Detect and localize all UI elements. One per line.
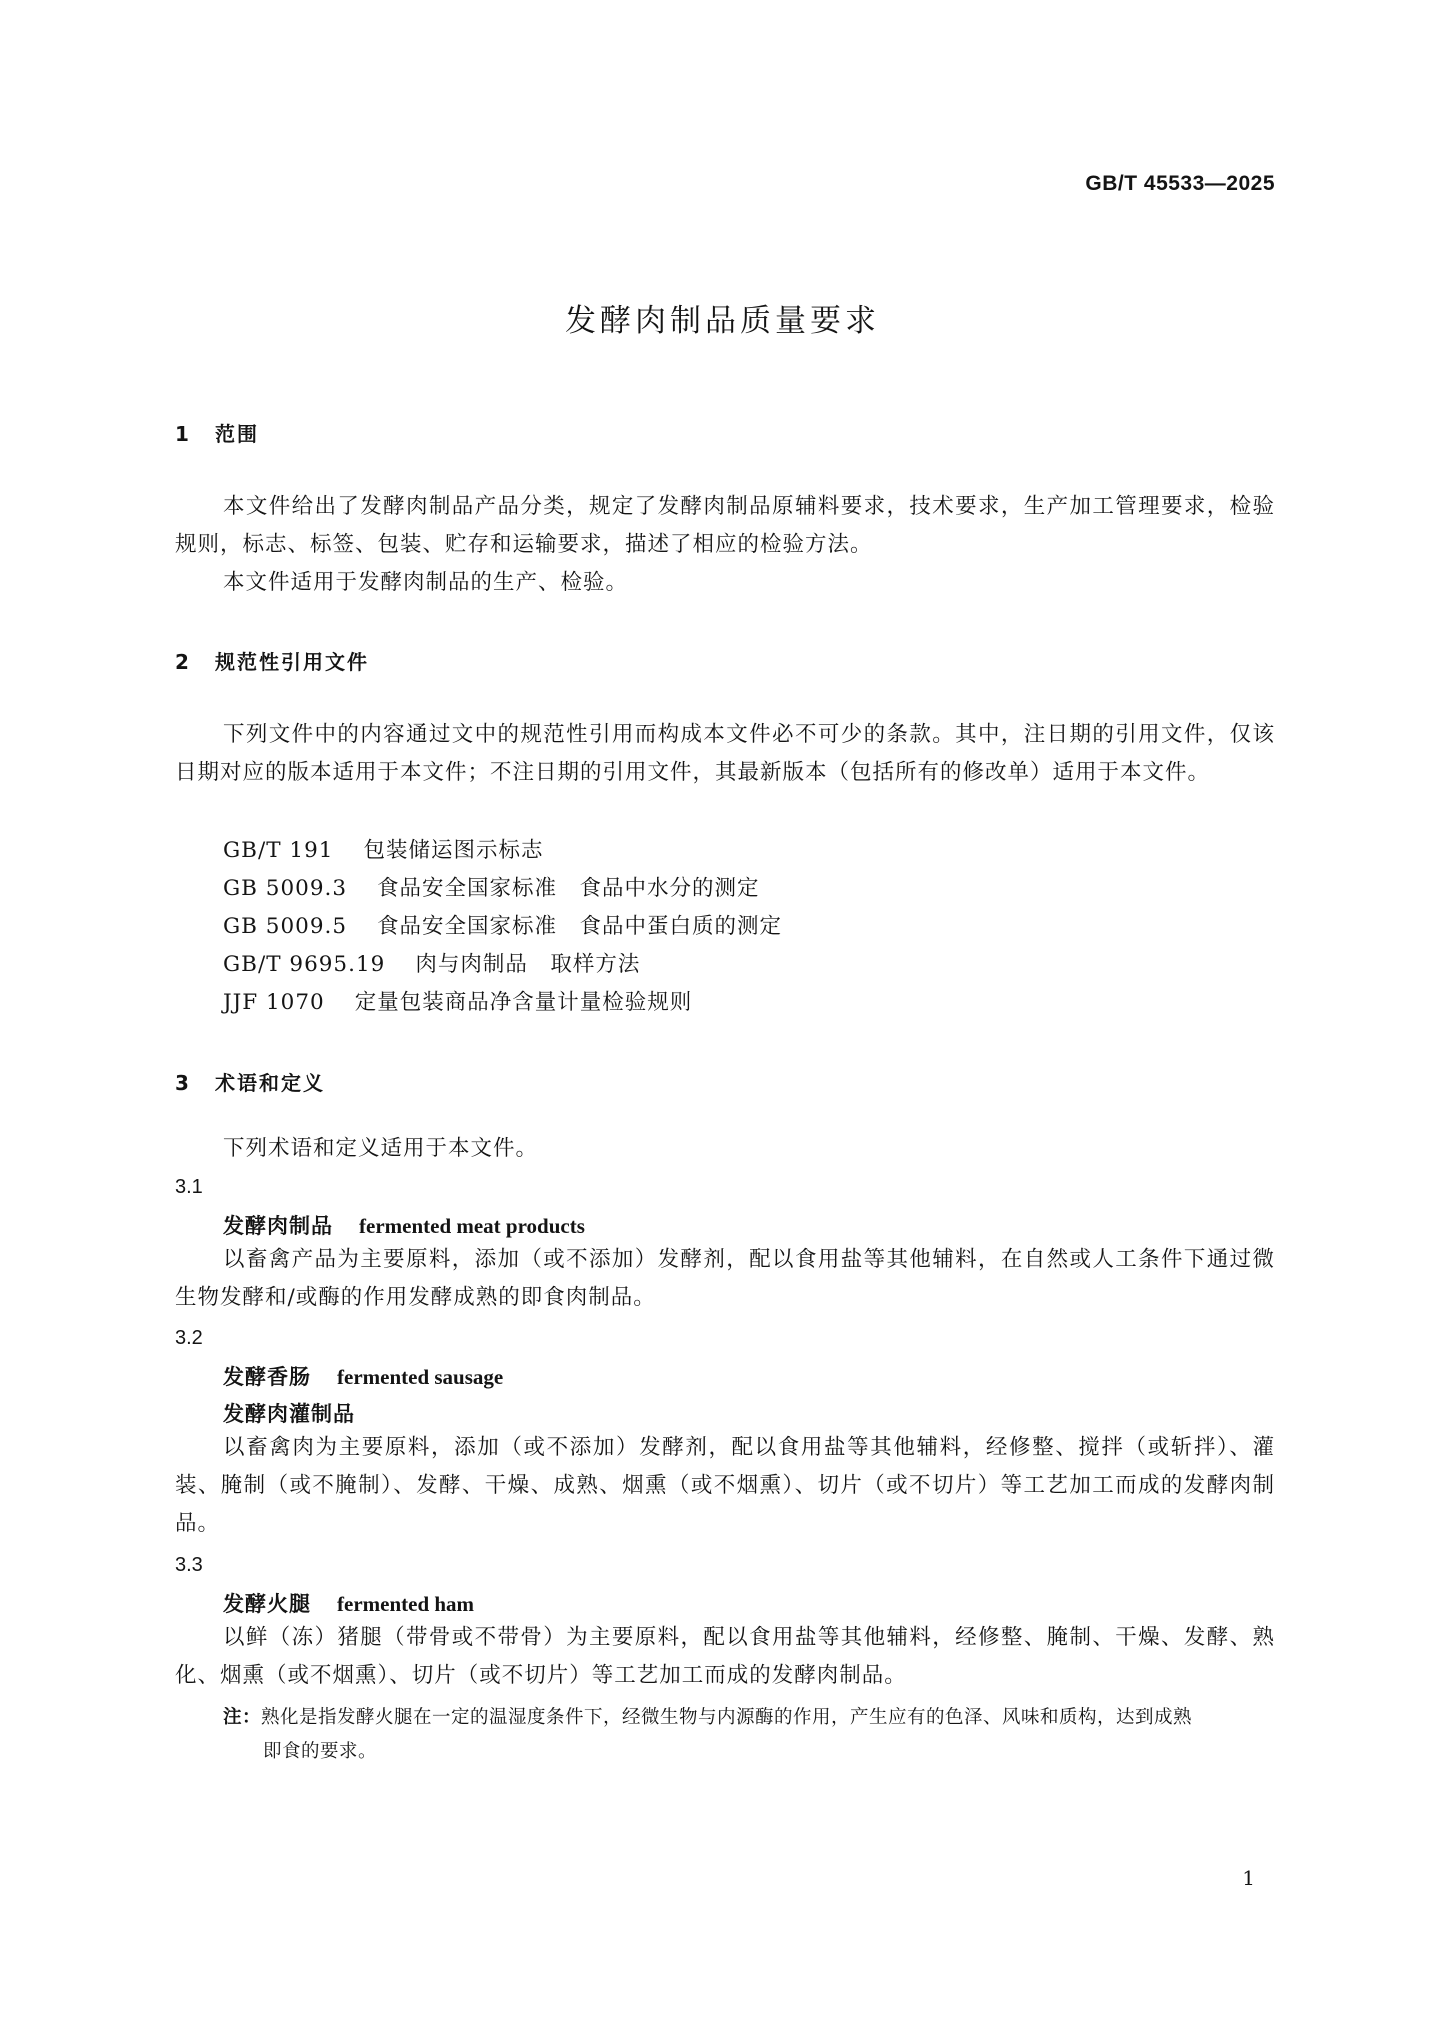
section-title: 术语和定义 — [215, 1071, 325, 1095]
reference-code: GB 5009.3 — [223, 876, 348, 901]
reference-code: JJF 1070 — [223, 990, 325, 1015]
note-text-continued: 即食的要求。 — [263, 1741, 378, 1762]
term-definition: 以鲜（冻）猪腿（带骨或不带骨）为主要原料，配以食用盐等其他辅料，经修整、腌制、干燥、发酵、熟化、烟熏（或不烟熏）、切片（或不切片）等工艺加工而成的发酵肉制品。 — [175, 1625, 1275, 1688]
term-definition: 以畜禽产品为主要原料，添加（或不添加）发酵剂，配以食用盐等其他辅料，在自然或人工条件下通过微生物发酵和/或酶的作用发酵成熟的即食肉制品。 — [175, 1247, 1275, 1310]
reference-item — [223, 909, 782, 940]
reference-title: 定量包装商品净含量计量检验规则 — [354, 990, 693, 1015]
term-definition: 以畜禽肉为主要原料，添加（或不添加）发酵剂，配以食用盐等其他辅料，经修整、搅拌（或斩拌）、灌装、腌制（或不腌制）、发酵、干燥、成熟、烟熏（或不烟熏）、切片（或不切片）等工艺加工而成的发酵肉制品。 — [175, 1435, 1275, 1536]
term-en: fermented meat products — [359, 1214, 585, 1238]
reference-code: GB 5009.5 — [223, 914, 348, 939]
note-label: 注： — [223, 1707, 262, 1728]
reference-item — [223, 947, 640, 978]
clause-number: 3.1 — [175, 1176, 203, 1198]
term-synonym — [223, 1398, 355, 1428]
terms-intro-paragraph: 下列术语和定义适用于本文件。 — [223, 1136, 539, 1161]
scope-applicability-paragraph: 本文件适用于发酵肉制品的生产、检验。 — [223, 570, 629, 595]
section-heading-scope — [175, 418, 259, 447]
section-title: 规范性引用文件 — [215, 650, 369, 674]
note-text: 熟化是指发酵火腿在一定的温湿度条件下，经微生物与内源酶的作用，产生应有的色泽、风味和质构，达到成熟 — [261, 1707, 1193, 1728]
standard-number: GB/T 45533—2025 — [1085, 172, 1275, 195]
note — [223, 1701, 1275, 1769]
term-zh: 发酵肉制品 — [223, 1214, 333, 1238]
page-number: 1 — [1242, 1866, 1255, 1890]
scope-paragraph: 本文件给出了发酵肉制品产品分类，规定了发酵肉制品原辅料要求，技术要求，生产加工管理要求，检验规则，标志、标签、包装、贮存和运输要求，描述了相应的检验方法。 — [175, 494, 1275, 557]
term-zh: 发酵火腿 — [223, 1592, 311, 1616]
reference-code: GB/T 9695.19 — [223, 952, 386, 977]
section-title: 范围 — [215, 422, 259, 446]
term-en: fermented sausage — [337, 1365, 504, 1389]
section-number: 3 — [175, 1071, 191, 1095]
clause-number: 3.3 — [175, 1554, 203, 1576]
section-number: 2 — [175, 650, 191, 674]
reference-title: 食品安全国家标准 食品中水分的测定 — [377, 876, 760, 901]
reference-item — [223, 871, 760, 902]
reference-title: 包装储运图示标志 — [363, 838, 544, 863]
section-number: 1 — [175, 422, 191, 446]
term-zh: 发酵香肠 — [223, 1365, 311, 1389]
reference-item — [223, 833, 543, 864]
references-intro-paragraph: 下列文件中的内容通过文中的规范性引用而构成本文件必不可少的条款。其中，注日期的引用文件，仅该日期对应的版本适用于本文件；不注日期的引用文件，其最新版本（包括所有的修改单）适用于本文件。 — [175, 722, 1275, 785]
term-synonym-zh: 发酵肉灌制品 — [223, 1402, 355, 1426]
reference-title: 食品安全国家标准 食品中蛋白质的测定 — [377, 914, 783, 939]
term-entry — [223, 1588, 474, 1618]
section-heading-normative-references — [175, 646, 369, 675]
reference-item — [223, 985, 692, 1016]
section-heading-terms-definitions — [175, 1067, 325, 1096]
term-en: fermented ham — [337, 1592, 475, 1616]
clause-number: 3.2 — [175, 1327, 203, 1349]
document-title: 发酵肉制品质量要求 — [565, 303, 880, 339]
term-entry — [223, 1361, 503, 1391]
reference-code: GB/T 191 — [223, 838, 334, 863]
term-entry — [223, 1210, 585, 1240]
reference-title: 肉与肉制品 取样方法 — [415, 952, 641, 977]
